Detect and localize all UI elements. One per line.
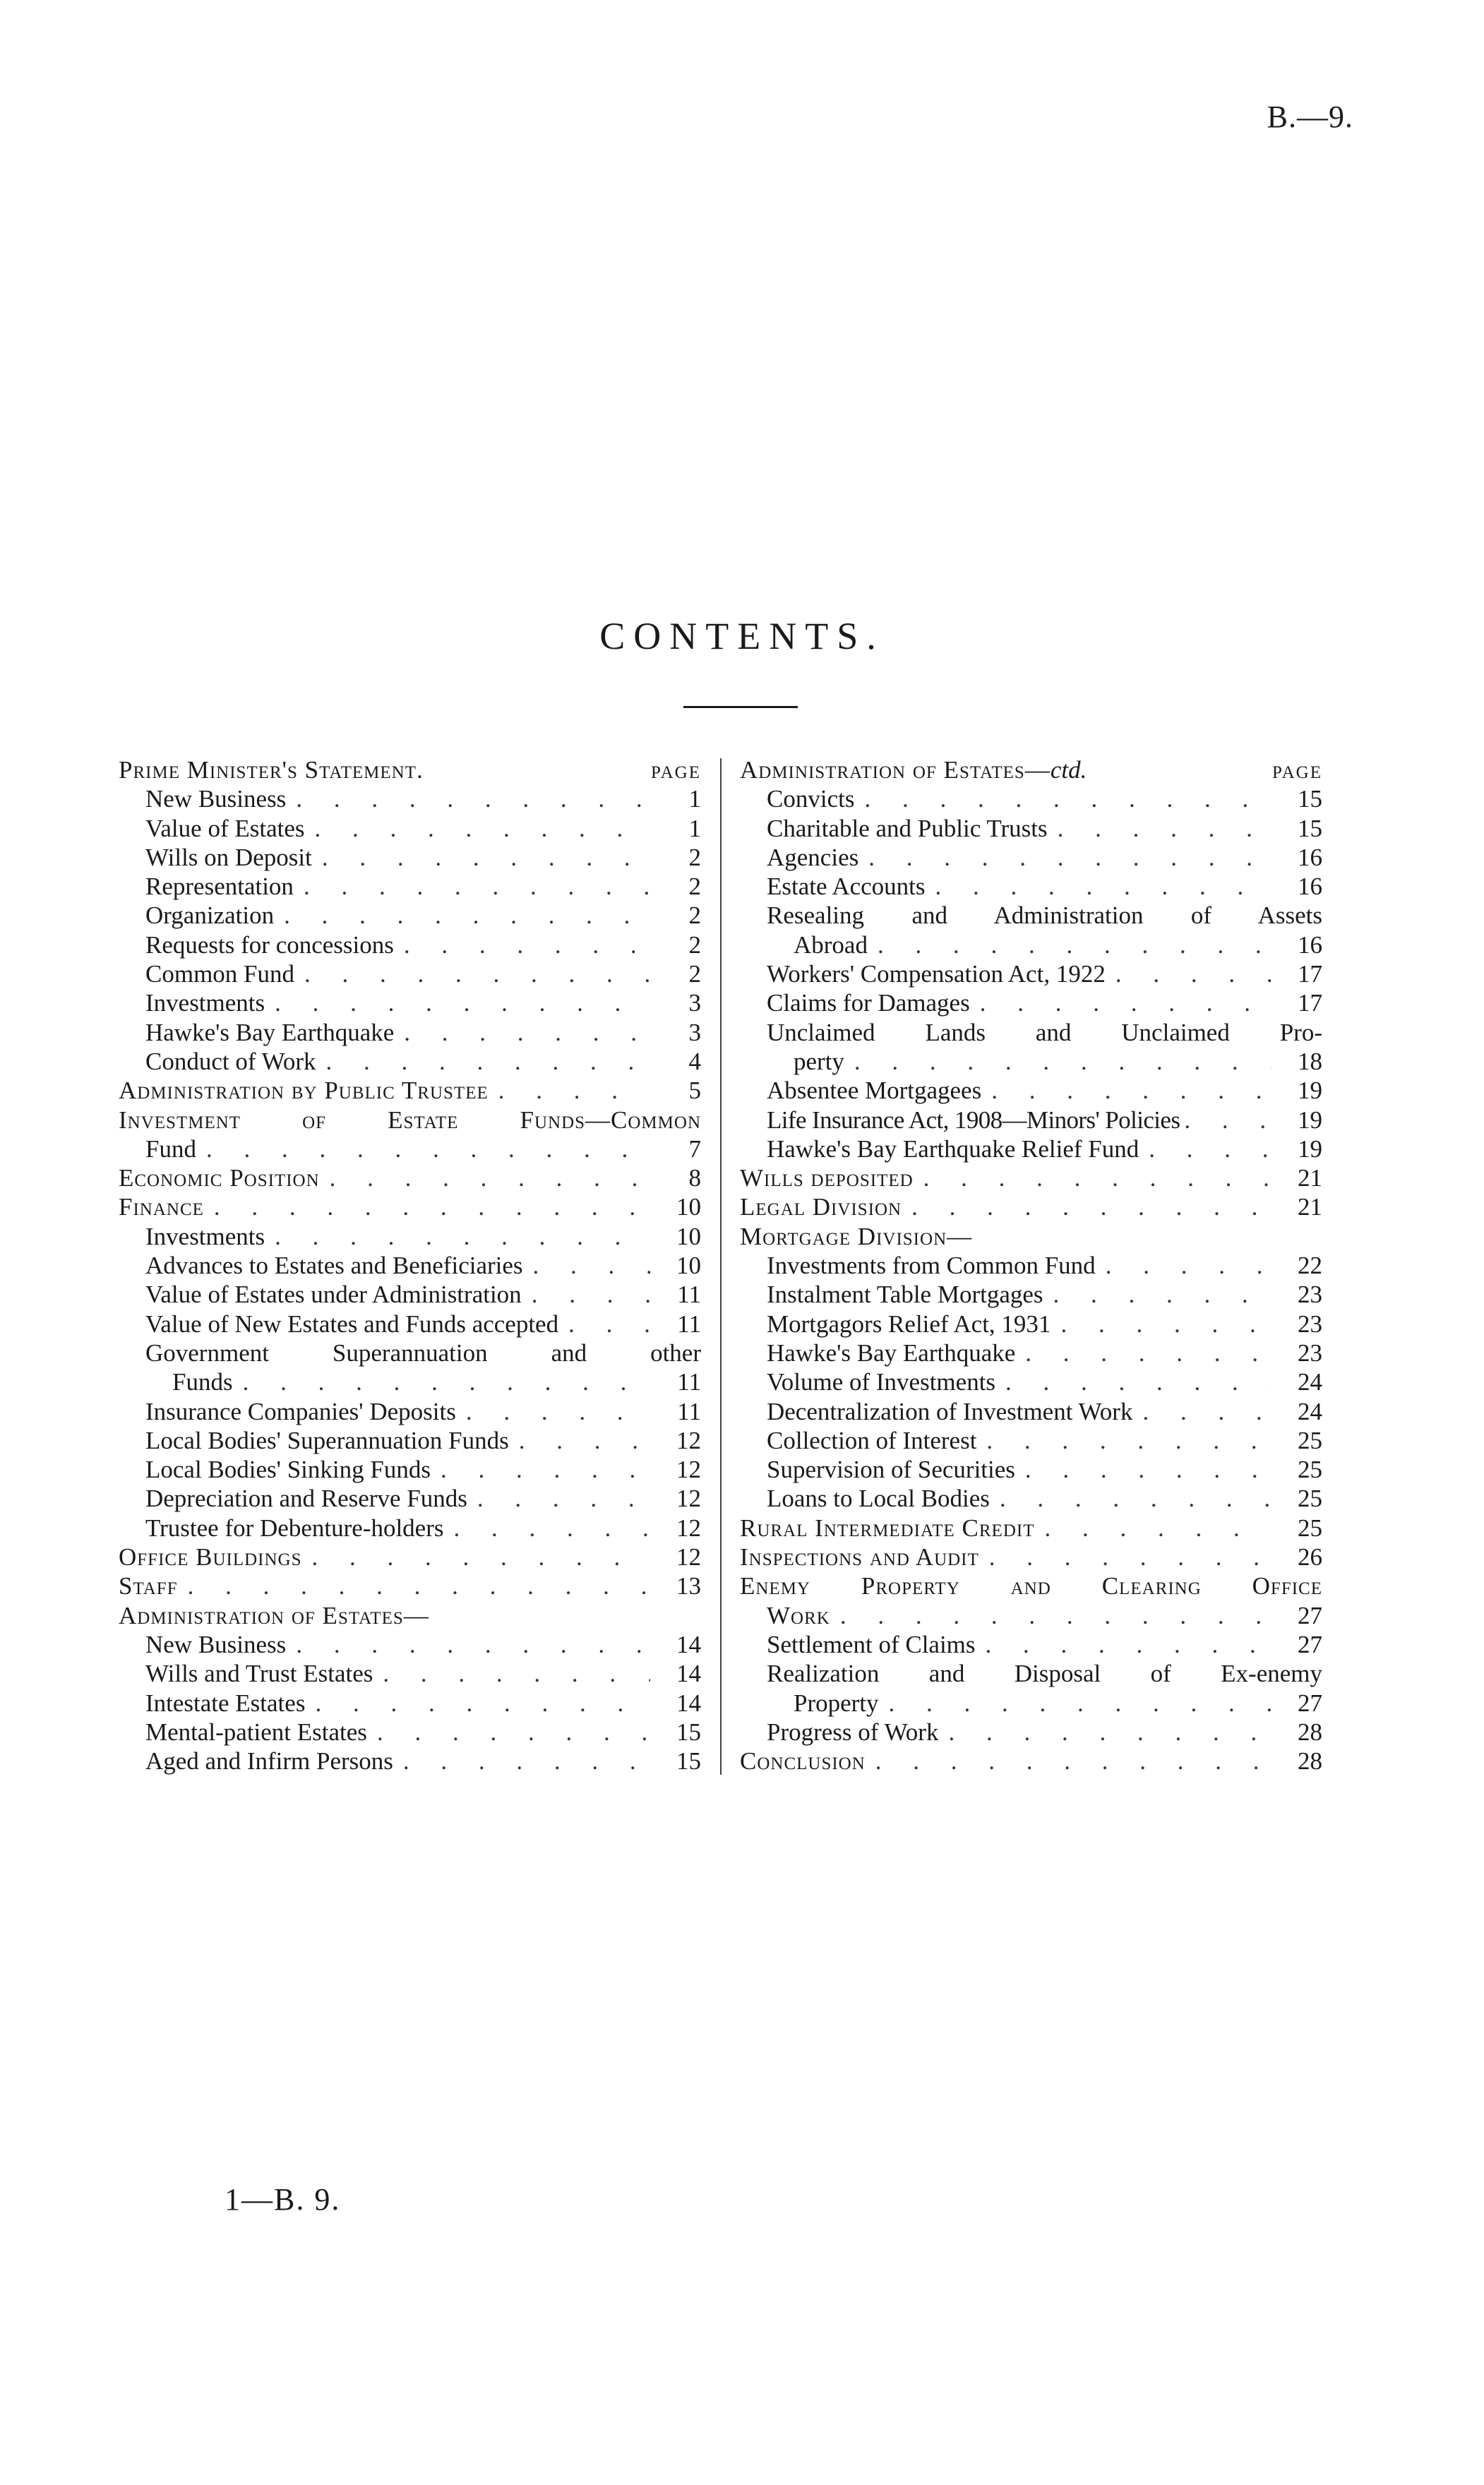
toc-entry: [119, 1280, 701, 1309]
toc-entry: [119, 1251, 701, 1280]
dot-leader: [498, 1076, 650, 1105]
entry-label: Advances to Estates and Beneficiaries: [145, 1252, 523, 1280]
entry-page: 25: [1298, 1514, 1322, 1542]
dot-leader: [875, 1747, 1271, 1776]
dot-leader: [1053, 1280, 1271, 1309]
dot-leader: [868, 843, 1271, 872]
entry-page: 12: [676, 1514, 701, 1542]
entry-label: Trustee for Debenture-holders: [145, 1514, 444, 1542]
entry-label: perty: [794, 1047, 844, 1075]
toc-entry-line: Realization and Disposal of Ex-enemy: [767, 1660, 1322, 1688]
entry-page: 10: [676, 1193, 701, 1221]
entry-label: Wills deposited: [740, 1164, 914, 1192]
entry-label: Workers' Compensation Act, 1922: [767, 960, 1106, 988]
entry-label: Investments: [145, 1222, 265, 1250]
entry-page: 10: [676, 1222, 701, 1250]
entry-label: Investments from Common Fund: [767, 1252, 1096, 1280]
entry-page: 16: [1298, 930, 1322, 959]
toc-entry: [119, 988, 701, 1017]
entry-page: 19: [1298, 1106, 1322, 1134]
dot-leader: [911, 1192, 1271, 1221]
toc-entry: [740, 784, 1322, 813]
entry-page: 16: [1298, 873, 1322, 901]
dot-leader: [1000, 1484, 1271, 1513]
toc-entry-continuation: [740, 930, 1322, 959]
dot-leader: [1005, 1367, 1271, 1396]
entry-page: 23: [1298, 1339, 1322, 1367]
entry-label: Abroad: [794, 930, 868, 959]
toc-entry: [740, 872, 1322, 901]
entry-label: Rural Intermediate Credit: [740, 1514, 1035, 1542]
toc-entry: [119, 959, 701, 988]
toc-entry: [740, 1367, 1322, 1396]
entry-page: 27: [1298, 1630, 1322, 1658]
entry-page: 12: [676, 1426, 701, 1454]
entry-label: Funds: [172, 1368, 233, 1396]
dot-leader: [1058, 814, 1271, 843]
entry-label: Aged and Infirm Persons: [145, 1747, 393, 1776]
dot-leader: [1184, 1106, 1277, 1134]
toc-entry: [119, 930, 701, 959]
dot-leader: [284, 901, 650, 930]
dot-leader: [1044, 1514, 1271, 1543]
toc-entry: [119, 1018, 701, 1047]
entry-label: Economic Position: [119, 1164, 320, 1192]
toc-section-entry: [740, 1543, 1322, 1571]
toc-entry-continuation: [740, 1047, 1322, 1076]
dot-leader: [1115, 959, 1271, 988]
toc-entry: [740, 1106, 1322, 1134]
dot-leader: [980, 988, 1271, 1017]
toc-entry: [119, 1747, 701, 1776]
toc-entry: [119, 1455, 701, 1484]
entry-page: 27: [1298, 1601, 1322, 1629]
entry-page: 23: [1298, 1310, 1322, 1338]
dot-leader: [404, 930, 650, 959]
toc-entry-continuation: [740, 1689, 1322, 1718]
dot-leader: [889, 1689, 1271, 1718]
dot-leader: [206, 1134, 650, 1163]
toc-section-entry: [119, 1543, 701, 1571]
footer-reference: 1—B. 9.: [225, 2182, 341, 2217]
dot-leader: [188, 1571, 650, 1600]
dot-leader: [989, 1543, 1271, 1571]
section-heading: Administration of Estates—: [119, 1601, 429, 1629]
toc-entry-line: Resealing and Administration of Assets: [767, 902, 1322, 930]
dot-leader: [304, 959, 650, 988]
contents-right-column: [740, 755, 1322, 1776]
toc-entry: [119, 1484, 701, 1513]
entry-label: Hawke's Bay Earthquake Relief Fund: [767, 1134, 1139, 1163]
toc-entry: [119, 1659, 701, 1688]
entry-page: 25: [1298, 1485, 1322, 1513]
entry-label: Supervision of Securities: [767, 1456, 1015, 1484]
entry-label: Investments: [145, 989, 265, 1017]
toc-entry: [119, 1222, 701, 1251]
dot-leader: [864, 784, 1271, 813]
dot-leader: [296, 784, 650, 813]
toc-entry: [740, 1310, 1322, 1339]
toc-entry: [740, 988, 1322, 1017]
entry-page: 11: [677, 1368, 701, 1396]
entry-page: 15: [676, 1747, 701, 1776]
toc-entry: [740, 1339, 1322, 1367]
toc-entry: [119, 1047, 701, 1076]
toc-entry: [119, 814, 701, 843]
toc-entry: [119, 1397, 701, 1426]
entry-page: 5: [688, 1077, 701, 1105]
dot-leader: [304, 872, 650, 901]
toc-section-entry: [740, 1192, 1322, 1221]
entry-label: Hawke's Bay Earthquake: [145, 1018, 395, 1046]
entry-page: 7: [688, 1134, 701, 1163]
entry-label: Progress of Work: [767, 1718, 939, 1746]
toc-entry: [740, 1076, 1322, 1105]
toc-entry: [740, 1630, 1322, 1659]
entry-label: Representation: [145, 873, 294, 901]
entry-label: Work: [767, 1601, 830, 1629]
toc-section-entry-line: Enemy Property and Clearing Office: [740, 1572, 1322, 1600]
dot-leader: [986, 1426, 1271, 1455]
dot-leader: [466, 1397, 650, 1426]
dot-leader: [532, 1280, 650, 1309]
entry-page: 25: [1298, 1456, 1322, 1484]
toc-entry: [740, 1426, 1322, 1455]
page-column-label: PAGE: [1272, 763, 1322, 782]
dot-leader: [854, 1047, 1271, 1076]
entry-label: Volume of Investments: [767, 1368, 996, 1396]
entry-page: 28: [1298, 1747, 1322, 1776]
dot-leader: [383, 1659, 650, 1688]
entry-label: Life Insurance Act, 1908—Minors' Policies: [767, 1106, 1180, 1134]
entry-label: Value of New Estates and Funds accepted: [145, 1310, 559, 1338]
entry-label: Claims for Damages: [767, 989, 970, 1017]
entry-label: Mortgagors Relief Act, 1931: [767, 1310, 1051, 1338]
entry-label: Agencies: [767, 843, 859, 871]
entry-page: 12: [676, 1543, 701, 1571]
dot-leader: [441, 1455, 650, 1484]
dot-leader: [948, 1718, 1271, 1747]
dot-leader: [986, 1630, 1271, 1659]
toc-entry: [119, 843, 701, 872]
dot-leader: [326, 1047, 650, 1076]
dot-leader: [377, 1718, 650, 1747]
entry-page: 3: [688, 1018, 701, 1046]
toc-entry-line: Government Superannuation and other: [145, 1339, 701, 1367]
toc-entry: [740, 1455, 1322, 1484]
entry-page: 17: [1298, 960, 1322, 988]
page-title: CONTENTS.: [599, 615, 885, 657]
dot-leader: [991, 1076, 1271, 1105]
column-divider: [720, 758, 722, 1775]
document-reference: B.—9.: [1267, 100, 1353, 134]
toc-entry: [119, 901, 701, 930]
toc-entry: [119, 1514, 701, 1543]
entry-label: Wills and Trust Estates: [145, 1660, 373, 1688]
entry-page: 10: [676, 1252, 701, 1280]
toc-entry: [740, 1484, 1322, 1513]
section-heading-row: [740, 755, 1322, 784]
entry-label: Decentralization of Investment Work: [767, 1397, 1133, 1425]
entry-page: 24: [1298, 1368, 1322, 1396]
entry-label: Inspections and Audit: [740, 1543, 979, 1571]
entry-page: 27: [1298, 1689, 1322, 1717]
toc-entry: [119, 1718, 701, 1747]
page-column-label: PAGE: [651, 763, 701, 782]
toc-entry: [740, 1718, 1322, 1747]
entry-page: 23: [1298, 1281, 1322, 1309]
title-rule: [683, 706, 798, 708]
section-heading: [740, 755, 1087, 784]
entry-label: Charitable and Public Trusts: [767, 814, 1048, 842]
entry-label: Value of Estates: [145, 814, 305, 842]
entry-label: Value of Estates under Administration: [145, 1281, 522, 1309]
dot-leader: [1106, 1251, 1271, 1280]
entry-label: Settlement of Claims: [767, 1630, 976, 1658]
entry-page: 25: [1298, 1426, 1322, 1454]
entry-label: Fund: [145, 1134, 196, 1163]
entry-page: 12: [676, 1456, 701, 1484]
entry-label: Insurance Companies' Deposits: [145, 1397, 456, 1425]
dot-leader: [453, 1514, 650, 1543]
toc-entry: [740, 843, 1322, 872]
toc-entry: [119, 872, 701, 901]
toc-section-entry: [740, 1163, 1322, 1192]
dot-leader: [840, 1601, 1271, 1630]
section-heading-ctd: ctd.: [1050, 756, 1087, 784]
entry-page: 15: [676, 1718, 701, 1746]
toc-entry: [119, 784, 701, 813]
dot-leader: [568, 1310, 650, 1339]
entry-page: 18: [1298, 1047, 1322, 1075]
toc-section-entry: [119, 1163, 701, 1192]
dot-leader: [214, 1192, 650, 1221]
entry-page: 13: [676, 1572, 701, 1600]
entry-page: 15: [1298, 785, 1322, 813]
dot-leader: [1025, 1339, 1271, 1367]
dot-leader: [322, 843, 650, 872]
entry-page: 22: [1298, 1252, 1322, 1280]
entry-page: 4: [688, 1047, 701, 1075]
dot-leader: [404, 1018, 650, 1047]
entry-label: Finance: [119, 1193, 204, 1221]
entry-label: Mental-patient Estates: [145, 1718, 367, 1746]
dot-leader: [314, 814, 650, 843]
entry-label: Local Bodies' Superannuation Funds: [145, 1426, 509, 1454]
dot-leader: [1025, 1455, 1271, 1484]
section-heading: Mortgage Division—: [740, 1222, 973, 1250]
dot-leader: [923, 1163, 1271, 1192]
dot-leader: [243, 1367, 650, 1396]
entry-page: 11: [677, 1281, 701, 1309]
entry-label: Common Fund: [145, 960, 295, 988]
dot-leader: [935, 872, 1271, 901]
toc-entry: [119, 1630, 701, 1659]
entry-label: Intestate Estates: [145, 1689, 306, 1717]
toc-entry: [119, 1689, 701, 1718]
entry-label: Absentee Mortgagees: [767, 1077, 982, 1105]
entry-page: 11: [677, 1397, 701, 1425]
entry-label: Wills on Deposit: [145, 843, 312, 871]
entry-page: 14: [676, 1689, 701, 1717]
entry-label: Requests for concessions: [145, 930, 394, 959]
dot-leader: [1149, 1134, 1271, 1163]
dot-leader: [275, 1222, 650, 1251]
dot-leader: [275, 988, 650, 1017]
entry-label: Hawke's Bay Earthquake: [767, 1339, 1016, 1367]
toc-entry: [740, 1397, 1322, 1426]
toc-entry: [119, 1310, 701, 1339]
toc-section-entry: [119, 1192, 701, 1221]
toc-section-entry: [119, 1571, 701, 1600]
entry-page: 2: [688, 930, 701, 959]
entry-label: Depreciation and Reserve Funds: [145, 1485, 467, 1513]
entry-label: Property: [794, 1689, 879, 1717]
entry-page: 12: [676, 1485, 701, 1513]
toc-section-entry: [740, 1747, 1322, 1776]
toc-entry: [740, 1251, 1322, 1280]
entry-label: Convicts: [767, 785, 855, 813]
entry-page: 2: [688, 873, 701, 901]
dot-leader: [519, 1426, 650, 1455]
entry-label: New Business: [145, 1630, 287, 1658]
dot-leader: [1060, 1310, 1271, 1339]
dot-leader: [533, 1251, 650, 1280]
dot-leader: [1142, 1397, 1271, 1426]
toc-section-entry-line: Investment of Estate Funds—Common: [119, 1106, 701, 1134]
entry-page: 14: [676, 1660, 701, 1688]
toc-entry: [740, 814, 1322, 843]
entry-page: 1: [688, 785, 701, 813]
dot-leader: [315, 1689, 650, 1718]
toc-entry-continuation: [119, 1367, 701, 1396]
entry-label: Estate Accounts: [767, 873, 926, 901]
toc-entry: [740, 1280, 1322, 1309]
entry-label: Staff: [119, 1572, 178, 1600]
toc-entry-line: Unclaimed Lands and Unclaimed Pro-: [767, 1018, 1322, 1046]
toc-entry-continuation: [119, 1134, 701, 1163]
entry-page: 26: [1298, 1543, 1322, 1571]
toc-entry: [740, 1134, 1322, 1163]
entry-label: Office Buildings: [119, 1543, 302, 1571]
entry-page: 19: [1298, 1134, 1322, 1163]
dot-leader: [312, 1543, 651, 1571]
entry-page: 11: [677, 1310, 701, 1338]
entry-label: Collection of Interest: [767, 1426, 977, 1454]
entry-label: Administration by Public Trustee: [119, 1077, 489, 1105]
entry-label: New Business: [145, 785, 287, 813]
section-heading-row: [119, 755, 701, 784]
entry-label: Instalment Table Mortgages: [767, 1281, 1043, 1309]
dot-leader: [477, 1484, 650, 1513]
contents-left-column: [119, 755, 701, 1776]
entry-page: 2: [688, 902, 701, 930]
entry-label: Local Bodies' Sinking Funds: [145, 1456, 431, 1484]
entry-page: 19: [1298, 1077, 1322, 1105]
dot-leader: [403, 1747, 650, 1776]
toc-entry: [119, 1426, 701, 1455]
entry-page: 17: [1298, 989, 1322, 1017]
dot-leader: [296, 1630, 650, 1659]
dot-leader: [330, 1163, 650, 1192]
entry-page: 28: [1298, 1718, 1322, 1746]
entry-label: Conduct of Work: [145, 1047, 316, 1075]
entry-page: 15: [1298, 814, 1322, 842]
entry-label: Loans to Local Bodies: [767, 1485, 990, 1513]
entry-page: 14: [676, 1630, 701, 1658]
toc-section-entry: [119, 1076, 701, 1105]
entry-label: Conclusion: [740, 1747, 866, 1776]
entry-page: 21: [1298, 1193, 1322, 1221]
entry-label: Legal Division: [740, 1193, 902, 1221]
entry-page: 8: [688, 1164, 701, 1192]
entry-page: 2: [688, 960, 701, 988]
entry-page: 1: [688, 814, 701, 842]
entry-page: 2: [688, 843, 701, 871]
toc-entry: [740, 959, 1322, 988]
entry-page: 21: [1298, 1164, 1322, 1192]
section-heading-main: Administration of Estates—: [740, 756, 1051, 784]
toc-section-entry: [740, 1514, 1322, 1543]
toc-entry-continuation: [740, 1601, 1322, 1630]
entry-page: 3: [688, 989, 701, 1017]
dot-leader: [878, 930, 1271, 959]
entry-label: Organization: [145, 902, 275, 930]
section-heading: Prime Minister's Statement.: [119, 756, 424, 784]
entry-page: 24: [1298, 1397, 1322, 1425]
entry-page: 16: [1298, 843, 1322, 871]
